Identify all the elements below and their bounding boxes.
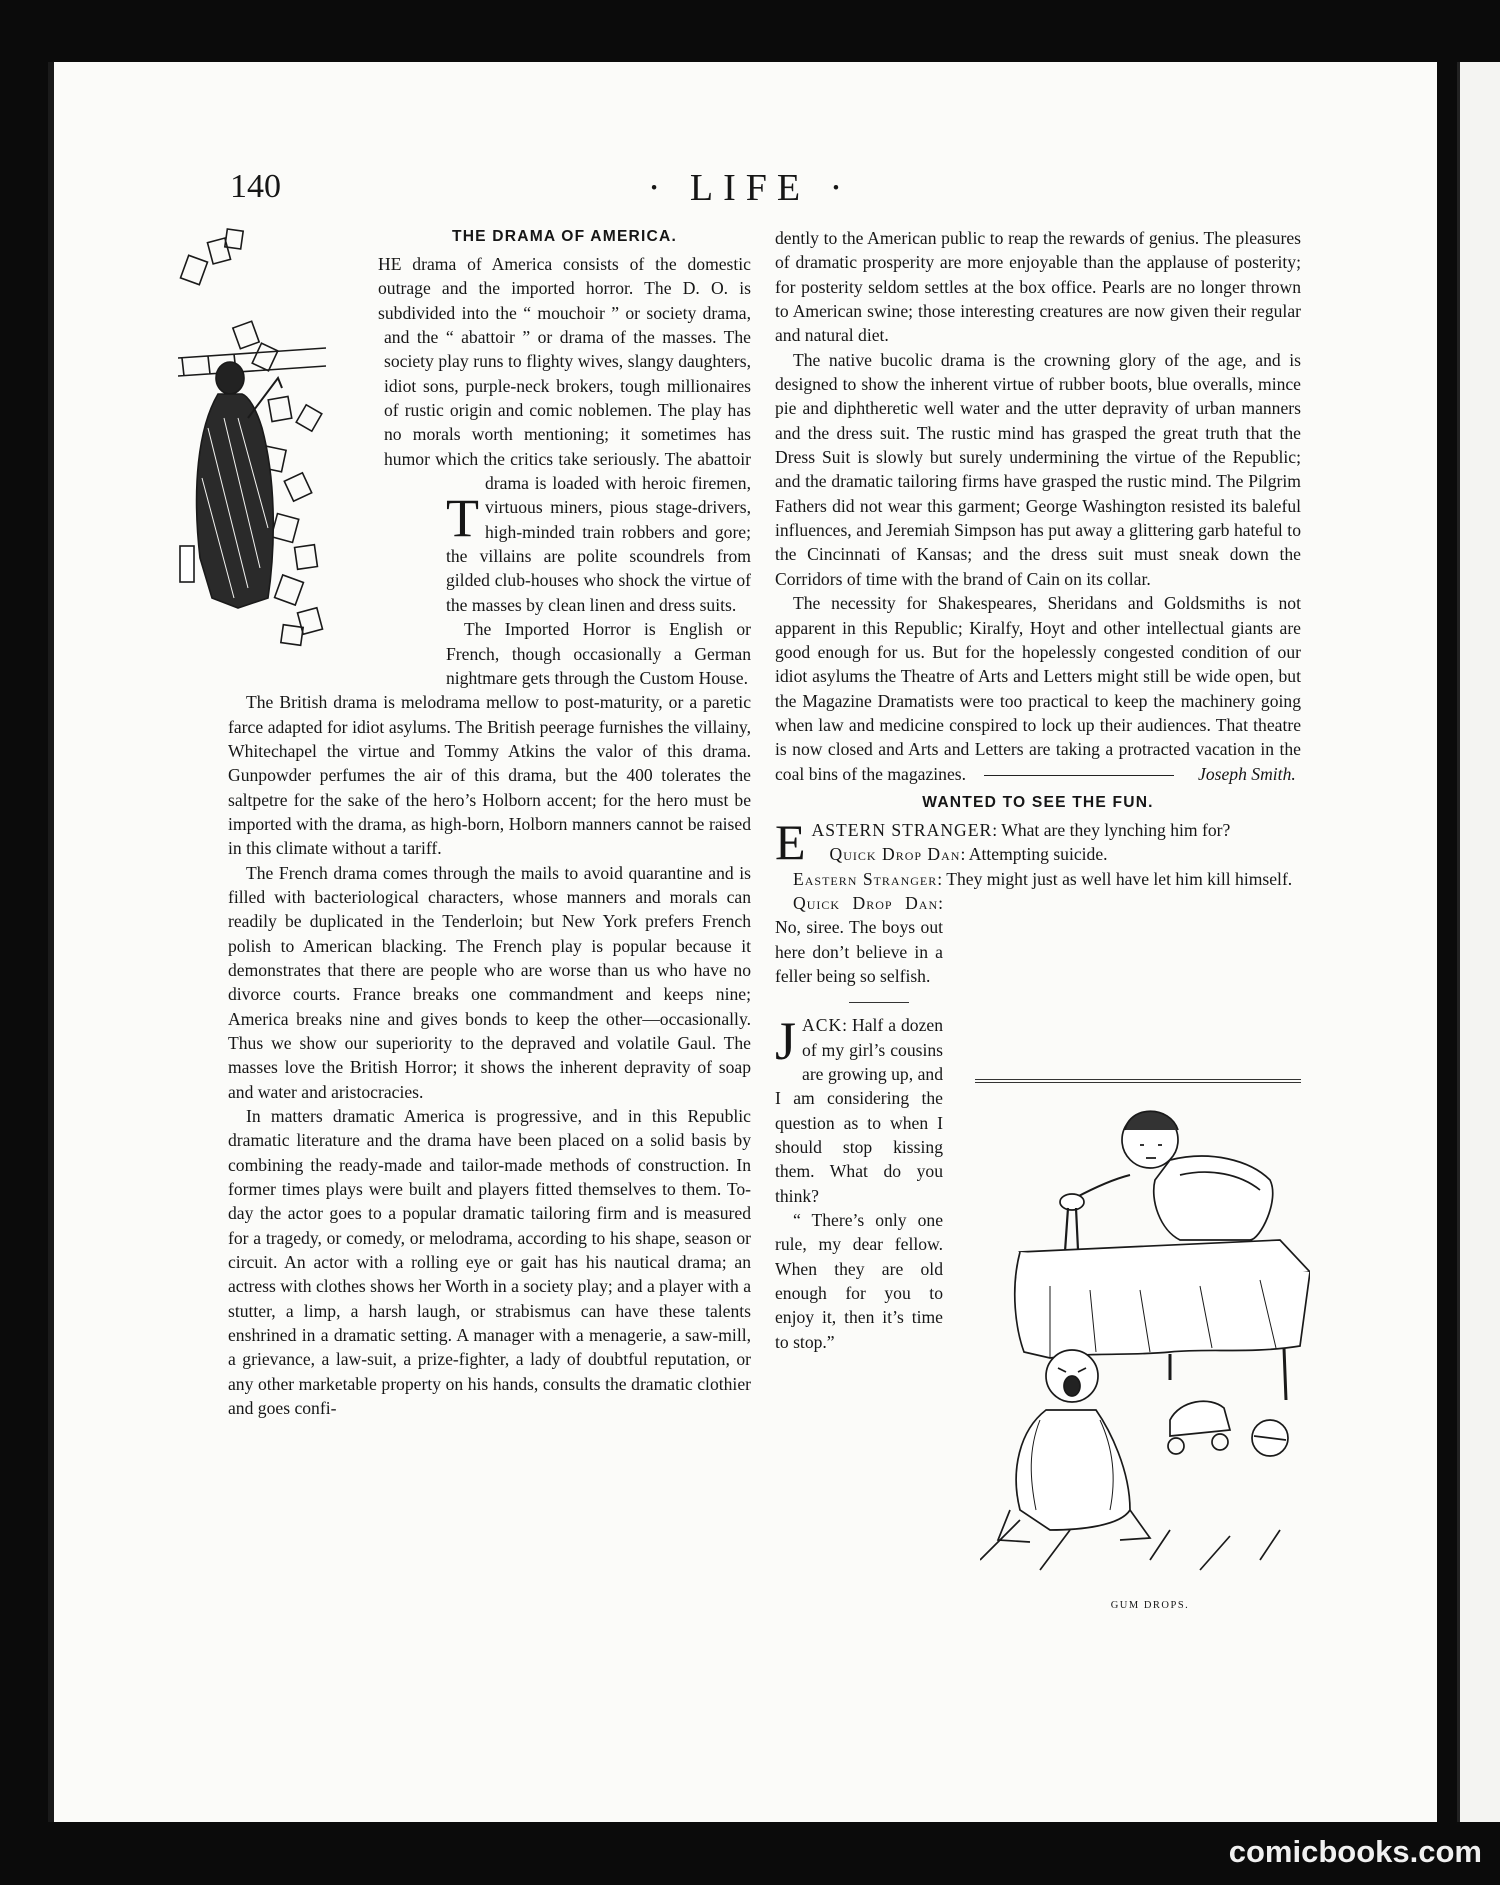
signature-rule	[984, 775, 1174, 776]
scan-border-left	[0, 0, 44, 1885]
facing-page-edge	[1457, 62, 1500, 1822]
narrow-text-column	[775, 891, 943, 1354]
drama-paragraph-2: The Imported Horror is English or French, though occasionally a German nightmare gets through the Custom House.	[446, 619, 751, 688]
jack-reply: “ There’s only one rule, my dear fellow. When they are old enough for you to enjoy it, then it’s time to stop.”	[775, 1210, 943, 1352]
page-number: 140	[230, 168, 281, 205]
fun-line-2: Quick Drop Dan: Attempting suicide.	[829, 844, 1108, 865]
drama-paragraph-3: The British drama is melodrama mellow to post-maturity, or a paretic farce adapted for idiot asylums. The British peerage furnishes the villainy, Whitechapel the virtue and Tommy Atkins the valor of this drama. Gunpowder perfumes the air of this drama, but the 400 tolerates the saltpetre for the sake of the hero’s Holborn accent; for the hero must be imported with the drama, as high-born, Holborn manners cannot be raised in this climate without a tariff.	[228, 692, 751, 859]
gum-drops-illustration	[980, 1090, 1310, 1590]
jack-dropcap: J	[775, 1011, 797, 1072]
drama-paragraph-1: T HE drama of America consists of the domestic outrage and the imported horror. The D. O. is subdivided into the “ mouchoir ” or society drama, and the “ abattoir ” or drama of the masses. The society play runs to flighty wives, slangy daughters, idiot sons, purple-neck brokers, tough millionaires of rustic origin and comic noblemen. The play has no morals worth mentioning; it sometimes has humor which the critics take seriously. The abattoir drama is loaded with heroic firemen, virtuous miners, pious stage-drivers, high-minded train robbers and gore; the villains are polite scoundrels from gilded club-houses who shock the virtue of the masses by clean linen and dress suits.	[378, 254, 751, 615]
drama-paragraph-4: The French drama comes through the mails to avoid quarantine and is filled with bacteriological characters, whose manners and morals can readily be duplicated in the Tenderloin; but New York prefers French polish to American blacking. The French play is popular because it demonstrates that there are people who are worse than us who have no divorce courts. France breaks one commandment and keeps nine; America breaks nine and gives bonds to keep the other—occasionally. Thus we show our superiority to the depraved and volatile Gaul. The masses love the British Horror; it shows the inherent depravity of soap and water and aristocracies.	[228, 862, 751, 1102]
page-edge	[48, 62, 54, 1822]
illustration-caption: GUM DROPS.	[1110, 1600, 1190, 1611]
illustration-rule-bottom	[975, 1082, 1301, 1083]
signature: Joseph Smith.	[1198, 763, 1296, 784]
section-rule	[849, 1002, 909, 1003]
fun-line-3: Eastern Stranger: They might just as well have let him kill himself.	[793, 868, 1293, 889]
fun-dropcap: E	[775, 813, 806, 870]
drama-dropcap: T	[446, 488, 479, 548]
jack-paragraph: JACK: Half a dozen of my girl’s cousins are growing up, and I am considering the question as to when I should stop kissing them. What do you think?	[775, 1011, 943, 1206]
illustration-rule-top	[975, 1079, 1301, 1080]
page-gutter	[1437, 62, 1457, 1822]
fun-line-4: Quick Drop Dan: No, siree. The boys out here don’t believe in a feller being so selfish.	[775, 892, 943, 986]
drama-paragraph-5-continued: dently to the American public to reap the rewards of genius. The pleasures of dramatic prosperity are more enjoyable than the applause of posterity; for posterity seldom settles at the box office. Pearls are no longer thrown to American swine; those interesting creatures are now given their regular and natural diet.	[775, 228, 1301, 346]
fun-headline: WANTED TO SEE THE FUN.	[922, 793, 1154, 811]
fun-line-1: EASTERN STRANGER: What are they lynching him for?	[775, 813, 1231, 870]
drama-paragraph-7: The necessity for Shakespeares, Sheridans and Goldsmiths is not apparent in this Republic; Kiralfy, Hoyt and other intellectual giants are good enough for us. But for the hopelessly congested condition of our idiot asylums the Theatre of Arts and Letters might still be wide open, but the Magazine Dramatists were too practical to keep the machinery going when law and medicine conspired to lock up their audiences. That theatre is now closed and Arts and Letters are taking a protracted vacation in the coal bins of the magazines. Joseph Smith.	[775, 593, 1301, 784]
drama-paragraph-5: In matters dramatic America is progressive, and in this Republic dramatic literature and the drama have been placed on a solid basis by combining the ready-made and tailor-made methods of construction. In former times plays were built and players fitted themselves to them. To-day the actor goes to a popular dramatic tailoring firm and is measured for a tragedy, or comedy, or melodrama, according to his shape, season or circuit. An actor with a rolling eye or gait has his nautical drama; an actress with clothes shows her Worth in a society play; and a player with a stutter, a limp, a harsh laugh, or strabismus can have these talents enshrined in a dramatic setting. A manager with a menagerie, a saw-mill, a grievance, a law-suit, a prize-fighter, a lady of doubtful reputation, or any other marketable property on his hands, consults the dramatic clothier and goes confi-	[228, 1106, 752, 1419]
drama-headline: THE DRAMA OF AMERICA.	[451, 228, 678, 245]
left-column	[228, 226, 751, 1421]
masthead-title: · LIFE ·	[647, 167, 853, 209]
watermark: comicbooks.com	[1228, 1834, 1482, 1869]
drama-paragraph-6: The native bucolic drama is the crowning glory of the age, and is designed to show the inherent virtue of rubber boots, blue overalls, mince pie and diphtheretic well water and the utter depravity of urban manners and the dress suit. The rustic mind has grasped the great truth that the Dress Suit is slowly but surely undermining the virtue of the Republic; and the dramatic tailoring firms have grasped the rustic mind. The Pilgrim Fathers did not wear this garment; George Washington resisted its baleful influences, and Jeremiah Simpson has put away a glittering garb hateful to the Cincinnati of Kansas; and the dress suit must sneak down the Corridors of time with the brand of Cain on its collar.	[775, 349, 1301, 589]
